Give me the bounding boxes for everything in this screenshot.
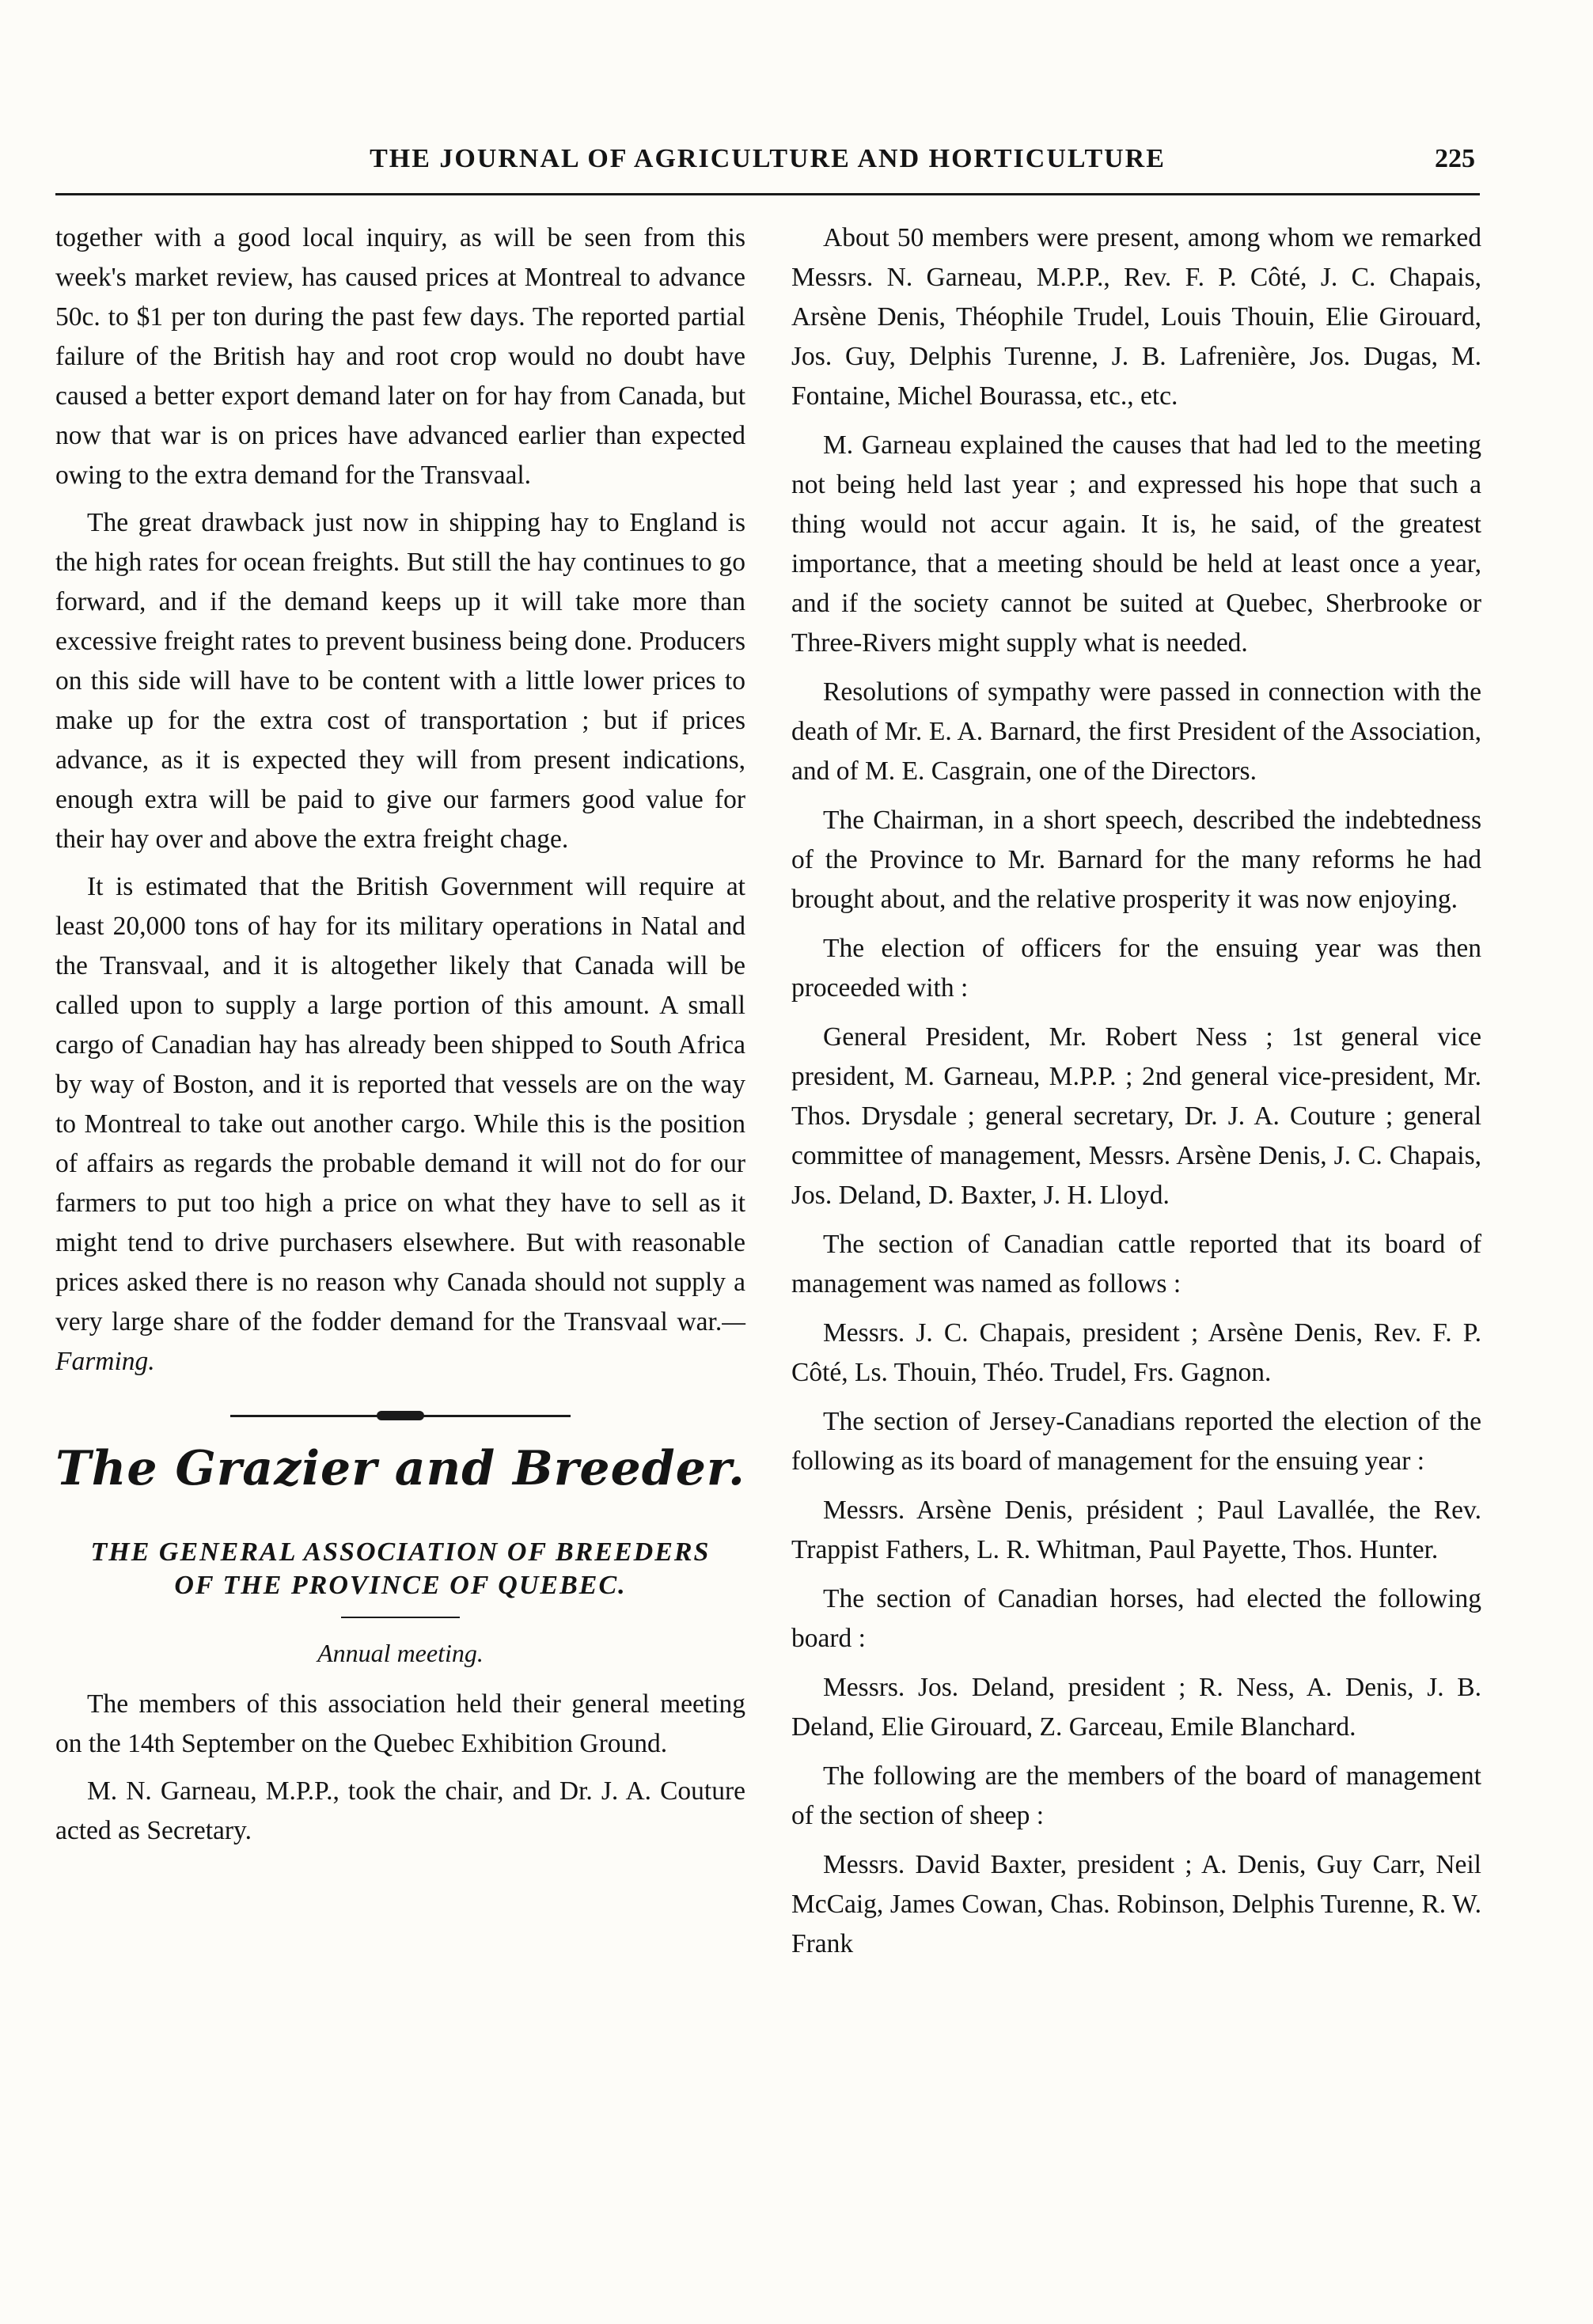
- paragraph: The following are the members of the board of management of the section of sheep :: [791, 1761, 1481, 1830]
- section-title: The Grazier and Breeder.: [55, 1441, 745, 1496]
- paragraph: General President, Mr. Robert Ness ; 1st general vice president, M. Garneau, M.P.P. ; 2nd general vice-president, Mr. Thos. Drysdale ; general secretary, Dr. J. A. Couture ; general committee of management, Messrs. Arsène Denis, J. C. Chapais, Jos. Deland, D. Baxter, J. H. Lloyd.: [791, 1022, 1481, 1210]
- title-rule: [341, 1617, 460, 1618]
- paragraph: together with a good local inquiry, as will be seen from this week's market review, has caused prices at Montreal to advance 50c. to $1 per ton during the past few days. The reported partial failure of the British hay and root crop would no doubt have caused a better export demand later on for hay from Canada, but now that war is on prices have advanced earlier than expected owing to the extra demand for the Transvaal.: [55, 223, 745, 490]
- paragraph: Messrs. J. C. Chapais, president ; Arsène Denis, Rev. F. P. Côté, Ls. Thouin, Théo. Trudel, Frs. Gagnon.: [791, 1318, 1481, 1387]
- paragraph: Resolutions of sympathy were passed in connection with the death of Mr. E. A. Barnard, the first President of the Association, and of M. E. Casgrain, one of the Directors.: [791, 677, 1481, 786]
- left-column: [55, 218, 745, 1859]
- paragraph: Messrs. Arsène Denis, président ; Paul Lavallée, the Rev. Trappist Fathers, L. R. Whitman, Paul Payette, Thos. Hunter.: [791, 1496, 1481, 1564]
- running-title: THE JOURNAL OF AGRICULTURE AND HORTICULTURE: [370, 144, 1166, 173]
- article-subhead: Annual meeting.: [317, 1639, 484, 1667]
- paragraph: About 50 members were present, among whom we remarked Messrs. N. Garneau, M.P.P., Rev. F. P. Côté, J. C. Chapais, Arsène Denis, Théophile Trudel, Louis Thouin, Elie Girouard, Jos. Guy, Delphis Turenne, J. B. Lafrenière, Jos. Dugas, M. Fontaine, Michel Bourassa, etc., etc.: [791, 223, 1481, 411]
- paragraph: Messrs. David Baxter, president ; A. Denis, Guy Carr, Neil McCaig, James Cowan, Chas. Robinson, Delphis Turenne, R. W. Frank: [791, 1850, 1481, 1958]
- paragraph: M. Garneau explained the causes that had led to the meeting not being held last year ; and expressed his hope that such a thing would not accur again. It is, he said, of the greatest importance, that a meeting should be held at least once a year, and if the society cannot be suited at Quebec, Sherbrooke or Three-Rivers might supply what is needed.: [791, 430, 1481, 658]
- page-number: 225: [1435, 144, 1475, 173]
- source-credit: —Farming.: [55, 1307, 745, 1376]
- divider-ornament: [377, 1411, 424, 1420]
- paragraph: M. N. Garneau, M.P.P., took the chair, and Dr. J. A. Couture acted as Secretary.: [55, 1776, 745, 1845]
- paragraph: The section of Jersey-Canadians reported the election of the following as its board of management for the ensuing year :: [791, 1407, 1481, 1476]
- paragraph: The section of Canadian cattle reported that its board of management was named as follows :: [791, 1230, 1481, 1298]
- paragraph: The Chairman, in a short speech, described the indebtedness of the Province to Mr. Barnard for the many reforms he had brought about, and the relative prosperity it was now enjoying.: [791, 806, 1481, 914]
- paragraph: Messrs. Jos. Deland, president ; R. Ness, A. Denis, J. B. Deland, Elie Girouard, Z. Garceau, Emile Blanchard.: [791, 1673, 1481, 1742]
- paragraph: The section of Canadian horses, had elected the following board :: [791, 1584, 1481, 1653]
- paragraph: The election of officers for the ensuing year was then proceeded with :: [791, 934, 1481, 1003]
- paragraph: [55, 867, 745, 1382]
- header-rule: [55, 193, 1480, 195]
- paragraph-text: It is estimated that the British Government will require at least 20,000 tons of hay for its military operations in Natal and the Transvaal, and it is altogether likely that Canada will be called upon to supply a large portion of this amount. A small cargo of Canadian hay has already been shipped to South Africa by way of Boston, and it is reported that vessels are on the way to Montreal to take out another cargo. While this is the position of affairs as regards the probable demand it will not do for our farmers to put too high a price on what they have to sell as it might tend to drive purchasers elsewhere. But with reasonable prices asked there is no reason why Canada should not supply a very large share of the fodder demand for the Transvaal war.: [55, 872, 745, 1336]
- right-column: [791, 218, 1481, 1973]
- paragraph: The great drawback just now in shipping hay to England is the high rates for ocean freights. But still the hay continues to go forward, and if the demand keeps up it will take more than excessive freight rates to prevent business being done. Producers on this side will have to be content with a little lower prices to make up for the extra cost of transportation ; but if prices advance, as it is expected they will from present indications, enough extra will be paid to give our farmers good value for their hay over and above the extra freight chage.: [55, 508, 745, 854]
- paragraph: The members of this association held their general meeting on the 14th September on the Quebec Exhibition Ground.: [55, 1689, 745, 1758]
- article-title: THE GENERAL ASSOCIATION OF BREEDERS OF THE PROVINCE OF QUEBEC.: [90, 1537, 711, 1600]
- section-divider: [230, 1415, 571, 1417]
- running-head: [55, 142, 1480, 190]
